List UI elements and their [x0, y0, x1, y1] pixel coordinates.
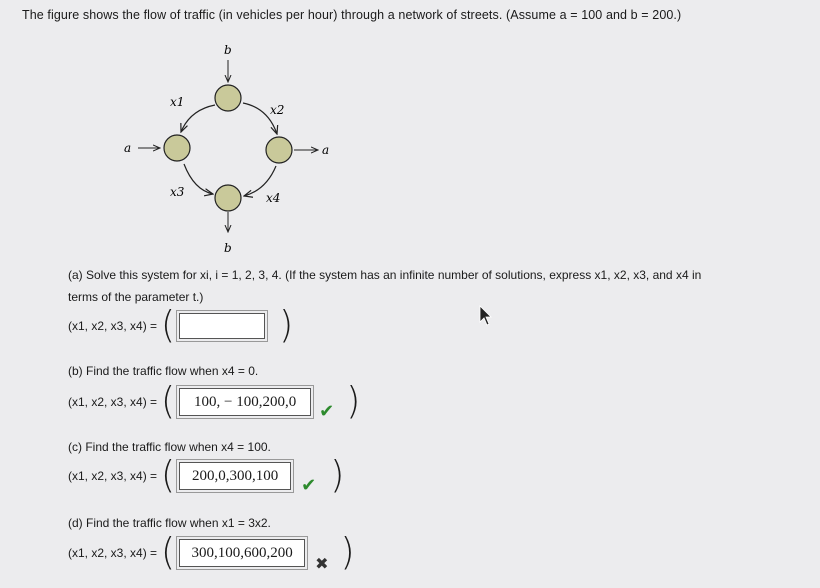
part-a-question-line1: (a) Solve this system for xi, i = 1, 2, 3, 4. (If the system has an infinite number of solutions, express x1, x2, x3, and x4 in [68, 268, 702, 282]
node-bottom [215, 185, 241, 211]
label-a-left: a [124, 141, 132, 155]
open-paren: ( [161, 453, 176, 497]
node-right [266, 137, 292, 163]
part-b-question: (b) Find the traffic flow when x4 = 0. [68, 364, 259, 378]
close-paren: ) [330, 453, 345, 497]
label-x4: x4 [266, 191, 281, 205]
part-c-answer-row [68, 453, 345, 497]
part-b-tuple-label: (x1, x2, x3, x4) = [68, 395, 158, 409]
part-c-tuple-label: (x1, x2, x3, x4) = [68, 469, 158, 483]
part-b-answer-input[interactable]: 100, − 100,200,0 [179, 388, 311, 416]
close-paren: ) [279, 303, 294, 347]
part-d-answer-input[interactable]: 300,100,600,200 [179, 539, 305, 567]
assume-b-value: b = 200.) [630, 8, 682, 22]
open-paren: ( [161, 303, 176, 347]
part-a-answer-row [68, 303, 294, 347]
mouse-cursor-icon [480, 306, 491, 325]
open-paren: ( [161, 530, 176, 574]
flow-edge-x1 [181, 105, 215, 132]
part-a-tuple-label: (x1, x2, x3, x4) = [68, 319, 158, 333]
part-d-answer-row [68, 530, 355, 574]
close-paren: ) [340, 530, 355, 574]
flow-edge-x3 [184, 164, 213, 194]
label-b-top: b [224, 43, 232, 57]
correct-check-icon: ✔ [319, 400, 335, 421]
part-d-question: (d) Find the traffic flow when x1 = 3x2. [68, 516, 271, 530]
node-left [164, 135, 190, 161]
label-x1: x1 [170, 95, 185, 109]
part-b-answer-row [68, 379, 361, 423]
problem-statement-prefix: The figure shows the flow of traffic (in vehicles per hour) through a network of streets. (Assume [22, 8, 557, 22]
label-b-bottom: b [224, 241, 232, 255]
part-a-question-line2: terms of the parameter t.) [68, 290, 204, 304]
assume-a-value: a = 100 [559, 8, 603, 22]
correct-check-icon: ✔ [301, 474, 317, 495]
part-a-answer-input[interactable] [179, 313, 265, 339]
label-x2: x2 [270, 103, 285, 117]
label-x3: x3 [170, 185, 185, 199]
incorrect-cross-icon: ✖ [315, 556, 329, 573]
part-c-question: (c) Find the traffic flow when x4 = 100. [68, 440, 271, 454]
close-paren: ) [346, 379, 361, 423]
part-d-tuple-label: (x1, x2, x3, x4) = [68, 546, 158, 560]
label-a-right: a [322, 143, 330, 157]
and-text: and [605, 8, 628, 22]
node-top [215, 85, 241, 111]
open-paren: ( [161, 379, 176, 423]
part-c-answer-input[interactable]: 200,0,300,100 [179, 462, 291, 490]
